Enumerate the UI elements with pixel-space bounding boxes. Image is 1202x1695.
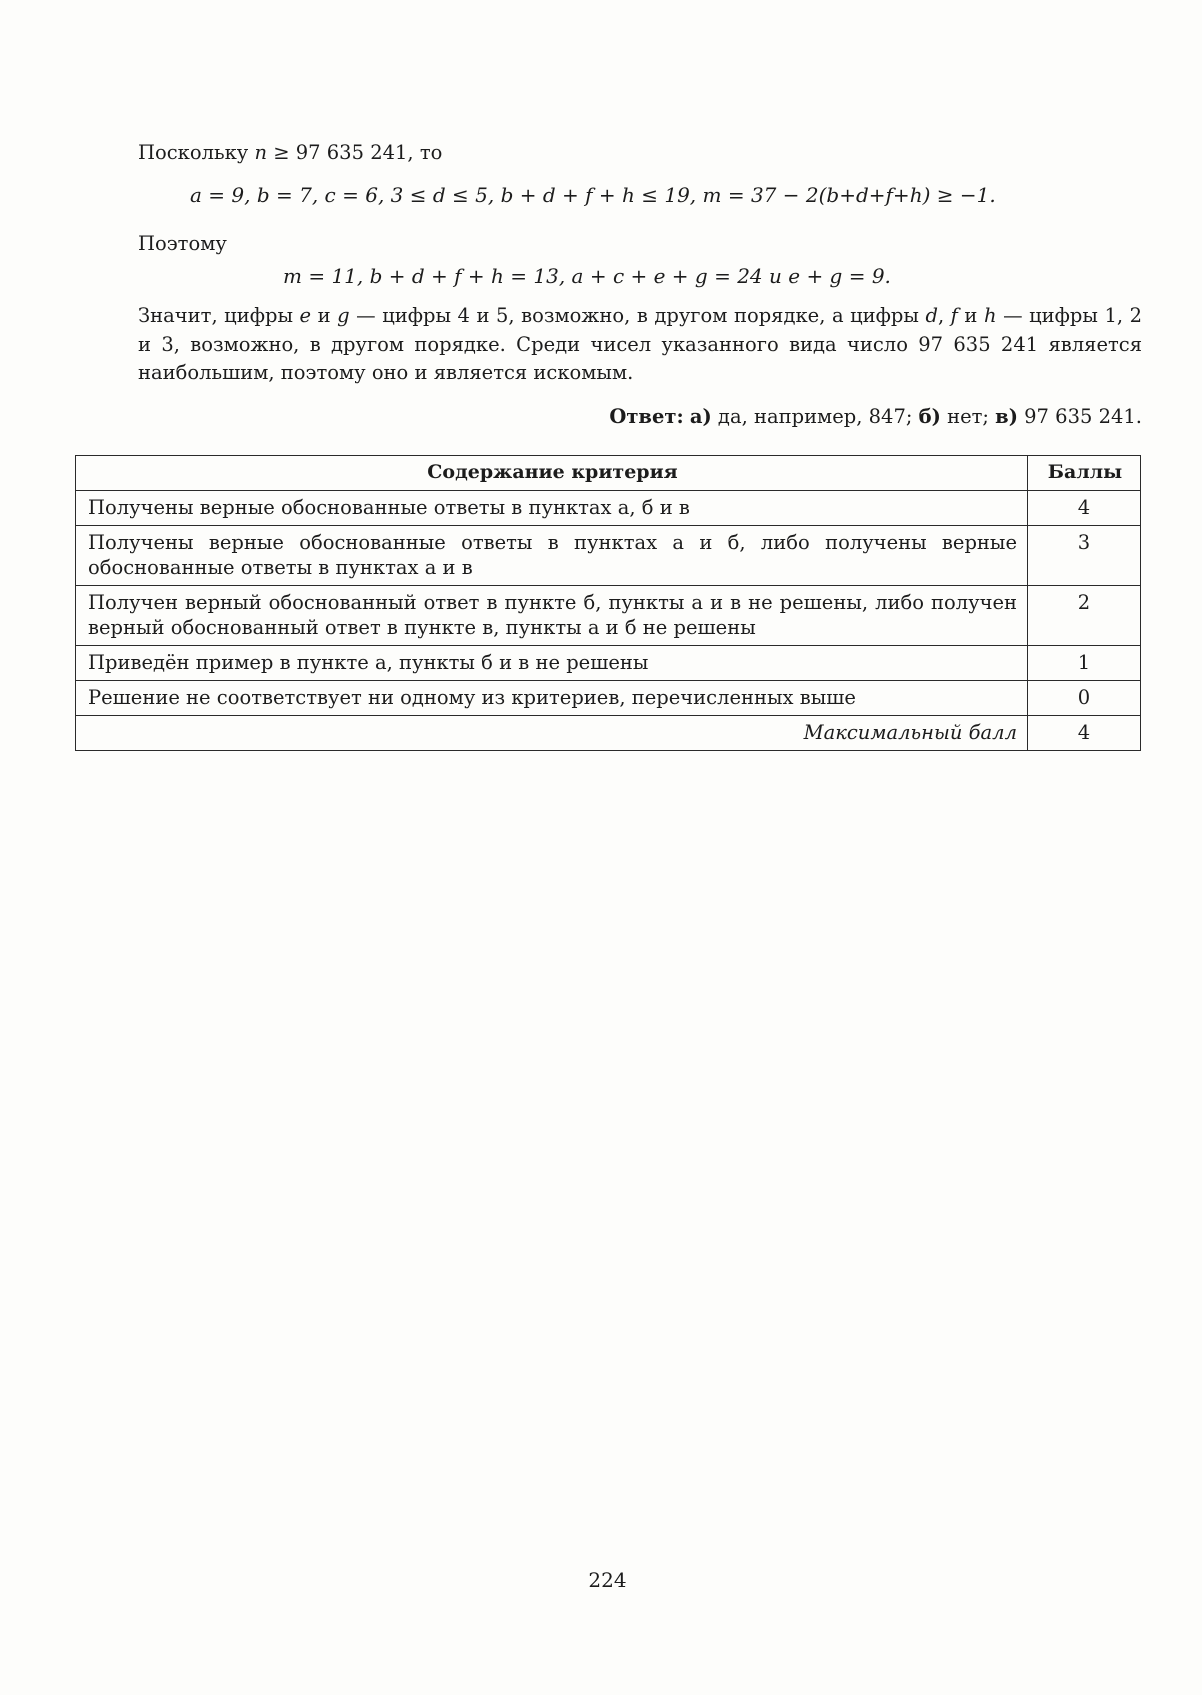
criterion-cell: Получены верные обоснованные ответы в пунктах а и б, либо получены верные обоснованные ответы в пунктах а и в <box>76 526 1028 586</box>
points-cell: 2 <box>1028 586 1141 646</box>
criterion-cell: Решение не соответствует ни одному из критериев, перечисленных выше <box>76 681 1028 716</box>
var-h: h <box>983 304 997 327</box>
criterion-cell: Получены верные обоснованные ответы в пунктах а, б и в <box>76 491 1028 526</box>
table-row <box>76 586 1141 646</box>
answer-b-text: нет; <box>940 405 996 428</box>
max-score-row <box>76 716 1141 751</box>
table-row <box>76 526 1141 586</box>
header-points: Баллы <box>1028 456 1141 491</box>
conclusion-paragraph <box>138 302 1142 388</box>
conclusion-text-1: Значит, цифры <box>138 304 300 327</box>
therefore-label: Поэтому <box>138 232 227 255</box>
page-number: 224 <box>588 1568 627 1592</box>
conclusion-text-2: и <box>311 304 338 327</box>
answer-line <box>609 403 1142 431</box>
criterion-cell: Приведён пример в пункте а, пункты б и в не решены <box>76 646 1028 681</box>
points-cell: 4 <box>1028 491 1141 526</box>
var-e: e <box>299 304 312 327</box>
answer-a-label: а) <box>689 405 712 428</box>
var-f: f <box>950 304 958 327</box>
points-cell: 0 <box>1028 681 1141 716</box>
intro-line <box>138 139 442 167</box>
criterion-cell: Получен верный обоснованный ответ в пункте б, пункты а и в не решены, либо получен верный обоснованный ответ в пункте в, пункты а и б не решены <box>76 586 1028 646</box>
max-score-label: Максимальный балл <box>76 716 1028 751</box>
header-criterion: Содержание критерия <box>76 456 1028 491</box>
intro-prefix: Поскольку <box>138 141 255 164</box>
table-row <box>76 681 1141 716</box>
conclusion-text-6: — цифры 1, 2 и 3, возможно, в другом порядке. Среди чисел указанного вида число 97 635 241 является наибольшим, поэтому оно и является искомым. <box>138 304 1142 384</box>
answer-a-text: да, например, 847; <box>711 405 919 428</box>
conclusion-text-4: , <box>937 304 951 327</box>
max-score-value: 4 <box>1028 716 1141 751</box>
conclusion-text-5: и <box>957 304 984 327</box>
answer-b-label: б) <box>918 405 941 428</box>
table-row <box>76 646 1141 681</box>
conclusion-text-3: — цифры 4 и 5, возможно, в другом порядке, а цифры <box>349 304 926 327</box>
intro-suffix: ≥ 97 635 241, то <box>267 141 443 164</box>
points-cell: 3 <box>1028 526 1141 586</box>
formula-constraints: a = 9, b = 7, c = 6, 3 ≤ d ≤ 5, b + d + f + h ≤ 19, m = 37 − 2(b+d+f+h) ≥ −1. <box>190 183 996 207</box>
answer-c-text: 97 635 241. <box>1017 405 1142 428</box>
criteria-table <box>75 455 1141 751</box>
points-cell: 1 <box>1028 646 1141 681</box>
table-row <box>76 491 1141 526</box>
criteria-header-row <box>76 456 1141 491</box>
answer-c-label: в) <box>995 405 1018 428</box>
var-d: d <box>925 304 938 327</box>
intro-variable: n <box>254 141 268 164</box>
var-g: g <box>337 304 350 327</box>
answer-label: Ответ: <box>609 405 684 428</box>
formula-result: m = 11, b + d + f + h = 13, a + c + e + g = 24 и e + g = 9. <box>283 264 891 288</box>
